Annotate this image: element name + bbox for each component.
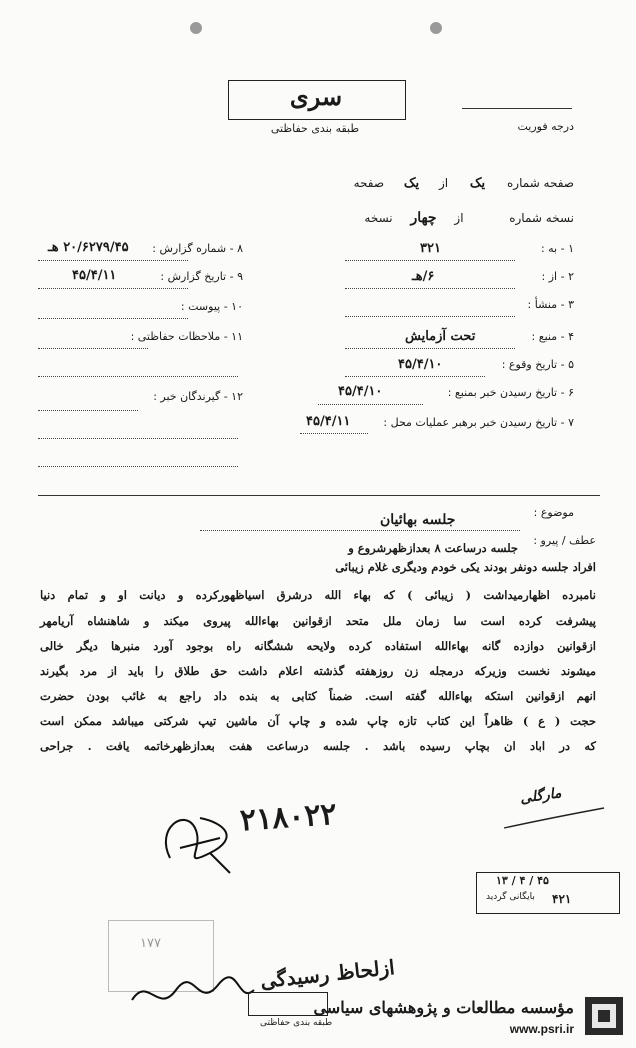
handwritten-bottom-note: ازلحاظ رسیدگی <box>259 955 396 993</box>
field-source-label: ۴ - منبع : <box>531 330 574 343</box>
field-to-value: ۳۲۱ <box>420 241 441 256</box>
bottom-faint-number: ۱۷۷ <box>140 936 161 951</box>
body-line-8: حجت ( ع ) ظاهراً این کتاب تازه چاپ شده و چاپ آن ماشین تیپ شرکتی میباشد ممکن است <box>40 714 596 728</box>
page-of-label: از <box>438 176 449 190</box>
field-origin-dots <box>345 316 515 317</box>
punch-hole-left <box>190 22 202 34</box>
body-line-7: انهم ازقوانین استکه بهاءالله گفته است. ضمناً کتابی به بنده داد راجع به غائب بودن حضرت <box>40 689 596 703</box>
field-to-label: ۱ - به : <box>540 242 574 255</box>
field-recipients-dots-3 <box>38 466 238 467</box>
punch-hole-right <box>430 22 442 34</box>
copy-of-value: چهار <box>410 210 437 226</box>
field-report-number-dots <box>38 260 188 261</box>
field-source-value: تحت آزمایش <box>405 329 476 344</box>
footer-classification-label: طبقه بندی حفاظتی <box>260 1018 333 1028</box>
field-from-dots <box>345 288 515 289</box>
copy-of-label: از <box>454 211 464 225</box>
field-security-notes-label: ۱۱ - ملاحظات حفاظتی : <box>130 330 243 343</box>
field-occurrence-value: ۴۵/۴/۱۰ <box>398 357 443 372</box>
subject-dots <box>200 530 520 531</box>
field-source-dots <box>345 348 515 349</box>
signature-note: مارگلی <box>519 785 563 807</box>
page-number-row <box>314 176 574 191</box>
field-occurrence-dots <box>345 376 485 377</box>
field-occurrence-label: ۵ - تاریخ وقوع : <box>501 358 574 371</box>
field-origin-label: ۳ - منشأ : <box>527 298 574 311</box>
field-from-value: ۶/هـ <box>412 269 435 284</box>
field-source-received-value: ۴۵/۴/۱۰ <box>338 384 383 399</box>
urgency-label: درجه فوریت <box>517 120 574 133</box>
subject-value: جلسه بهائیان <box>380 512 456 528</box>
body-line-6: میشوند نخست وزیرکه درمجله زن روزهفته گذشته اعلام داشت حق طلاق را باید از مرد بگیرند <box>40 664 596 678</box>
field-report-number-value: ۲۰/۶۲۷۹/۴۵ هـ <box>48 240 129 255</box>
field-recipients-dots <box>38 410 138 411</box>
body-line-5: ازقوانین دوازده گانه بهاءالله استفاده کرده ولایحه ششگانه راه بوجود آورد منبرها دیگر خالی <box>40 639 596 653</box>
archive-stamp-text: بایگانی گردید <box>486 892 535 902</box>
field-leader-received-value: ۴۵/۴/۱۱ <box>306 414 351 429</box>
field-security-notes-dots-2 <box>38 376 238 377</box>
field-attachment-label: ۱۰ - پیوست : <box>180 300 243 313</box>
field-leader-received-label: ۷ - تاریخ رسیدن خبر برهبر عملیات محل : <box>383 416 574 429</box>
body-line-3: نامبرده اظهارمیداشت ( زیبائی ) که بهاء الله درشرق اسیاظهورکرده و دیانت او و تمام دنیا <box>40 588 596 602</box>
page-label: صفحه شماره <box>507 176 574 190</box>
field-report-date-label: ۹ - تاریخ گزارش : <box>160 270 243 283</box>
handwritten-signature-icon <box>150 798 240 878</box>
field-recipients-dots-2 <box>38 438 238 439</box>
watermark-org: مؤسسه مطالعات و پژوهشهای سیاسی <box>313 998 574 1017</box>
body-line-2: افراد جلسه دونفر بودند یکی خودم ودیگری غلام زیبائی <box>335 560 596 574</box>
big-handwritten-number: ۲۱۸۰۲۲ <box>238 796 338 839</box>
subject-label: موضوع : <box>533 506 574 519</box>
bottom-scribble-icon <box>128 970 258 1020</box>
field-report-number-label: ۸ - شماره گزارش : <box>152 242 243 255</box>
archive-stamp-number: ۴۲۱ <box>552 892 572 906</box>
section-divider <box>38 495 600 496</box>
field-attachment-dots <box>38 318 188 319</box>
body-line-9: که در اباد ان بچاپ رسیده باشد . جلسه درساعت هفت بعدازظهرخاتمه یافت . جراحی <box>40 739 596 753</box>
body-line-1: جلسه درساعت ۸ بعدازظهرشروع و <box>348 541 518 555</box>
classification-label: طبقه بندی حفاظتی <box>270 122 360 135</box>
body-line-4: پیشرفت کرده است سا زمان ملل متحد ازقوانین بهاءالله پیروی میکند و شاهنشاه آریامهر <box>40 614 596 628</box>
classification-value: سری <box>289 82 343 111</box>
copy-word: نسخه <box>364 211 393 225</box>
signature-underline-icon <box>500 804 610 834</box>
copy-label: نسخه شماره <box>509 211 574 225</box>
field-recipients-label: ۱۲ - گیرندگان خبر : <box>153 390 243 403</box>
page-word: صفحه <box>353 176 385 190</box>
field-report-date-value: ۴۵/۴/۱۱ <box>72 268 117 283</box>
field-security-notes-dots <box>38 348 148 349</box>
field-leader-received-dots <box>300 433 368 434</box>
watermark-url: www.psri.ir <box>509 1022 574 1036</box>
urgency-line <box>462 108 572 109</box>
psri-logo-icon <box>584 996 624 1036</box>
page-of-value: یک <box>403 176 420 191</box>
field-source-received-label: ۶ - تاریخ رسیدن خبر بمنبع : <box>447 386 574 399</box>
ref-label: عطف / پیرو : <box>533 534 596 547</box>
field-to-dots <box>345 260 515 261</box>
field-from-label: ۲ - از : <box>541 270 574 283</box>
copy-number-row <box>314 210 574 226</box>
field-source-received-dots <box>318 404 423 405</box>
field-report-date-dots <box>38 288 188 289</box>
archive-stamp-date: ۱۳ / ۴ / ۴۵ <box>496 874 549 887</box>
page-value: یک <box>469 176 486 191</box>
